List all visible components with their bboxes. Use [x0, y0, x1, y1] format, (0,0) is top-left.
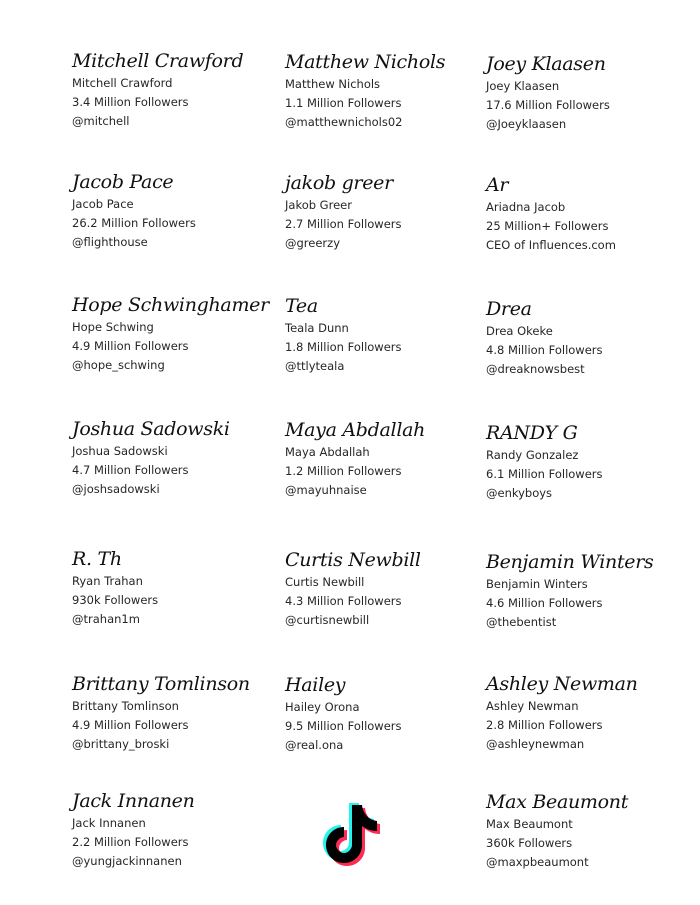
- influencer-handle: @matthewnichols02: [285, 115, 403, 129]
- influencer-handle: @mitchell: [72, 114, 130, 128]
- influencer-entry: [486, 791, 686, 872]
- follower-count: 4.9 Million Followers: [72, 718, 189, 732]
- handwritten-signature: jakob greer: [285, 172, 393, 194]
- influencer-name: Teala Dunn: [285, 321, 349, 335]
- handwritten-signature: Tea: [285, 295, 318, 317]
- influencer-name: Benjamin Winters: [486, 577, 588, 591]
- handwritten-signature: Mitchell Crawford: [72, 50, 244, 72]
- handwritten-signature: Maya Abdallah: [285, 419, 426, 441]
- influencer-entry: [72, 50, 272, 131]
- follower-count: 2.7 Million Followers: [285, 217, 402, 231]
- influencer-handle: @maxpbeaumont: [486, 855, 589, 869]
- follower-count: 3.4 Million Followers: [72, 95, 189, 109]
- follower-count: 4.6 Million Followers: [486, 596, 603, 610]
- influencer-entry: [72, 171, 272, 252]
- handwritten-signature: Ar: [486, 174, 509, 196]
- handwritten-signature: Brittany Tomlinson: [72, 673, 250, 695]
- influencer-entry: [285, 295, 485, 376]
- follower-count: 17.6 Million Followers: [486, 98, 610, 112]
- influencer-entry: [486, 422, 686, 503]
- influencer-entry: [486, 174, 686, 255]
- influencer-handle: @ashleynewman: [486, 737, 585, 751]
- influencer-handle: @thebentist: [486, 615, 557, 629]
- influencer-handle: @enkyboys: [486, 486, 553, 500]
- influencer-entry: [285, 674, 485, 755]
- handwritten-signature: Joshua Sadowski: [72, 418, 230, 440]
- follower-count: 2.8 Million Followers: [486, 718, 603, 732]
- influencer-name: Hailey Orona: [285, 700, 360, 714]
- influencer-handle: @flighthouse: [72, 235, 148, 249]
- follower-count: 26.2 Million Followers: [72, 216, 196, 230]
- handwritten-signature: Matthew Nichols: [285, 51, 446, 73]
- influencer-entry: [285, 419, 485, 500]
- influencer-handle: @ttlyteala: [285, 359, 345, 373]
- handwritten-signature: R. Th: [72, 548, 122, 570]
- influencer-name: Joey Klaasen: [486, 79, 560, 93]
- handwritten-signature: Ashley Newman: [486, 673, 638, 695]
- influencer-handle: @greerzy: [285, 236, 340, 250]
- influencer-handle: @dreaknowsbest: [486, 362, 585, 376]
- follower-count: 360k Followers: [486, 836, 573, 850]
- handwritten-signature: Max Beaumont: [486, 791, 629, 813]
- influencer-handle: CEO of Influences.com: [486, 238, 616, 252]
- influencer-name: Curtis Newbill: [285, 575, 365, 589]
- follower-count: 1.2 Million Followers: [285, 464, 402, 478]
- influencer-name: Ryan Trahan: [72, 574, 143, 588]
- influencer-name: Jakob Greer: [285, 198, 352, 212]
- influencer-handle: @mayuhnaise: [285, 483, 367, 497]
- influencer-name: Joshua Sadowski: [72, 444, 168, 458]
- influencer-name: Ariadna Jacob: [486, 200, 566, 214]
- influencer-entry: [486, 298, 686, 379]
- influencer-handle: @Joeyklaasen: [486, 117, 567, 131]
- influencer-entry: [285, 549, 485, 630]
- influencer-entry: [72, 418, 272, 499]
- influencer-name: Max Beaumont: [486, 817, 573, 831]
- influencer-name: Drea Okeke: [486, 324, 553, 338]
- influencer-entry: [72, 790, 272, 871]
- follower-count: 2.2 Million Followers: [72, 835, 189, 849]
- influencer-entry: [486, 673, 686, 754]
- influencer-entry: [486, 551, 686, 632]
- follower-count: 1.8 Million Followers: [285, 340, 402, 354]
- influencer-handle: @real.ona: [285, 738, 344, 752]
- handwritten-signature: RANDY G: [486, 422, 578, 444]
- handwritten-signature: Hope Schwinghamer: [72, 294, 269, 316]
- influencer-name: Mitchell Crawford: [72, 76, 173, 90]
- influencer-entry: [72, 673, 272, 754]
- influencer-name: Matthew Nichols: [285, 77, 381, 91]
- follower-count: 4.7 Million Followers: [72, 463, 189, 477]
- handwritten-signature: Jacob Pace: [72, 171, 174, 193]
- influencer-entry: [285, 172, 485, 253]
- handwritten-signature: Jack Innanen: [72, 790, 195, 812]
- follower-count: 6.1 Million Followers: [486, 467, 603, 481]
- handwritten-signature: Hailey: [285, 674, 346, 696]
- influencer-entry: [486, 53, 686, 134]
- influencer-entry: [285, 51, 485, 132]
- tiktok-logo-icon: [312, 795, 384, 867]
- follower-count: 930k Followers: [72, 593, 159, 607]
- influencer-name: Randy Gonzalez: [486, 448, 579, 462]
- influencer-entry: [72, 294, 272, 375]
- influencer-handle: @hope_schwing: [72, 358, 165, 372]
- influencer-name: Jack Innanen: [72, 816, 146, 830]
- influencer-name: Ashley Newman: [486, 699, 579, 713]
- follower-count: 9.5 Million Followers: [285, 719, 402, 733]
- influencer-handle: @curtisnewbill: [285, 613, 370, 627]
- follower-count: 1.1 Million Followers: [285, 96, 402, 110]
- handwritten-signature: Curtis Newbill: [285, 549, 421, 571]
- follower-count: 25 Million+ Followers: [486, 219, 609, 233]
- handwritten-signature: Joey Klaasen: [486, 53, 606, 75]
- influencer-name: Maya Abdallah: [285, 445, 370, 459]
- handwritten-signature: Benjamin Winters: [486, 551, 654, 573]
- follower-count: 4.3 Million Followers: [285, 594, 402, 608]
- follower-count: 4.8 Million Followers: [486, 343, 603, 357]
- influencer-handle: @brittany_broski: [72, 737, 170, 751]
- influencer-name: Jacob Pace: [72, 197, 134, 211]
- influencer-handle: @trahan1m: [72, 612, 140, 626]
- influencer-handle: @joshsadowski: [72, 482, 160, 496]
- influencer-name: Brittany Tomlinson: [72, 699, 179, 713]
- handwritten-signature: Drea: [486, 298, 532, 320]
- follower-count: 4.9 Million Followers: [72, 339, 189, 353]
- influencer-name: Hope Schwing: [72, 320, 154, 334]
- influencer-entry: [72, 548, 272, 629]
- influencer-handle: @yungjackinnanen: [72, 854, 182, 868]
